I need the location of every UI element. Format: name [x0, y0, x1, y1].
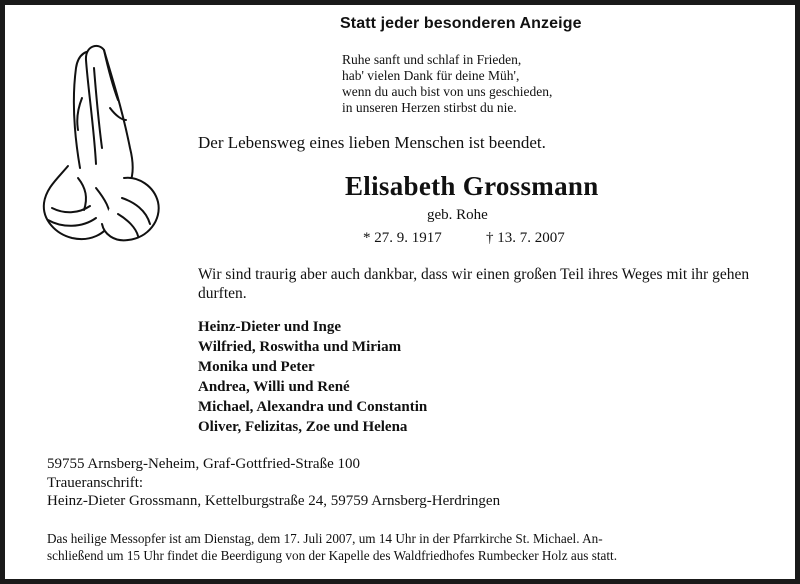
family-member: Andrea, Willi und René	[198, 379, 350, 395]
poem-line: hab' vielen Dank für deine Müh',	[342, 68, 520, 83]
address-block	[47, 455, 500, 511]
mourning-address-label: Traueranschrift:	[47, 474, 144, 491]
lifeline-statement: Der Lebensweg eines lieben Menschen ist beendet.	[198, 133, 546, 152]
poem	[342, 52, 552, 116]
service-line: Das heilige Messopfer ist am Dienstag, dem 17. Juli 2007, um 14 Uhr in der Pfarrkirche St. Michael. An-	[47, 531, 603, 546]
death-date: † 13. 7. 2007	[486, 230, 565, 246]
deceased-name: Elisabeth Grossmann	[345, 171, 599, 201]
mourning-address: Heinz-Dieter Grossmann, Kettelburgstraße 24, 59759 Arnsberg-Herdringen	[47, 493, 501, 509]
birth-date: * 27. 9. 1917	[363, 230, 442, 246]
family-member: Heinz-Dieter und Inge	[198, 319, 342, 335]
header-notice: Statt jeder besonderen Anzeige	[340, 15, 582, 32]
poem-line: in unseren Herzen stirbst du nie.	[342, 100, 517, 115]
family-member: Michael, Alexandra und Constantin	[198, 399, 428, 415]
family-member: Wilfried, Roswitha und Miriam	[198, 339, 402, 355]
service-details	[47, 530, 755, 564]
service-line: schließend um 15 Uhr findet die Beerdigung von der Kapelle des Waldfriedhofes Rumbecker Holz aus statt.	[47, 548, 617, 563]
family-member: Oliver, Felizitas, Zoe und Helena	[198, 419, 408, 435]
family-list	[198, 317, 427, 437]
mourning-statement: Wir sind traurig aber auch dankbar, dass wir einen großen Teil ihres Weges mit ihr gehen durften.	[198, 266, 750, 302]
praying-hands-icon	[38, 38, 163, 248]
poem-line: Ruhe sanft und schlaf in Frieden,	[342, 52, 522, 67]
poem-line: wenn du auch bist von uns geschieden,	[342, 84, 553, 99]
residence-address: 59755 Arnsberg-Neheim, Graf-Gottfried-Straße 100	[47, 456, 360, 472]
maiden-name: geb. Rohe	[427, 207, 488, 223]
family-member: Monika und Peter	[198, 359, 315, 375]
